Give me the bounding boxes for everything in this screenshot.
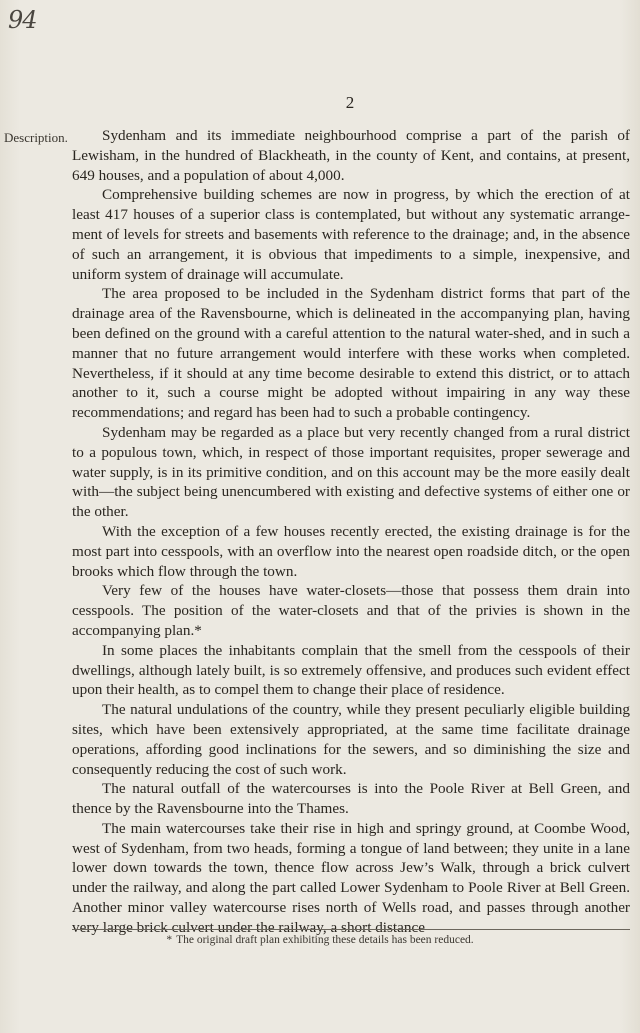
paragraph: In some places the inhabitants complain that the smell from the cesspools of their dwellings, although lately built, is so extremely offensive, and produces such evident effect upon their health, as to compel them to change their place of residence. <box>72 641 630 699</box>
paragraph: Comprehensive building schemes are now in progress, by which the erection of at least 417 houses of a superior class is contemplated, but without any systematic arrangement of levels for streets and basements with reference to the drainage; and, in the absence of such an arrangement, it is obvious that impediments to a simple, inexpensive, and uniform system of drainage will accumulate. <box>72 186 630 283</box>
paragraph: The natural outfall of the watercourses is into the Poole River at Bell Green, and thence by the Ravensbourne into the Thames. <box>72 780 630 818</box>
paragraph: The natural undulations of the country, while they present peculiarly eligible building sites, which have been extensively appropriated, at the same time facilitate drainage operations, affording good inclinations for the sewers, and so diminishing the size and consequently reducing the cost of such work. <box>72 701 630 778</box>
paragraph: With the exception of a few houses recently erected, the existing drainage is for the most part into cesspools, with an overflow into the nearest open roadside ditch, or the open brooks which flow through the town. <box>72 522 630 580</box>
margin-note: Description. <box>4 130 68 145</box>
handwritten-folio-number: 94 <box>8 6 37 34</box>
paragraph: Sydenham and its immediate neighbourhood comprise a part of the parish of Lewisham, in the hundred of Blackheath, in the county of Kent, and contains, at present, 649 houses, and a population of about 4,000. <box>72 127 630 184</box>
paragraph: Very few of the houses have water-closets—those that possess them drain into cesspools. The position of the water-closets and that of the privies is shown in the accompanying plan.* <box>72 582 630 639</box>
body-text <box>72 126 630 938</box>
paragraph: The area proposed to be included in the Sydenham district forms that part of the drainage area of the Ravensbourne, which is delineated in the accompanying plan, having been defined on the ground with a careful attention to the natural water-shed, and in such a manner that no future arrangement would interfere with these works when completed. Nevertheless, if it should at any time become desirable to extend this district, or to attach another to it, such a course might be adopted without impairing in any way these recommendations; and regard has been had to such a probable contingency. <box>72 285 630 422</box>
paragraph: The main watercourses take their rise in high and springy ground, at Coombe Wood, west of Sydenham, from two heads, forming a tongue of land between; they unite in a lane lower down towards the town, thence flow across Jew’s Walk, through a brick culvert under the railway, and along the part called Lower Sydenham to Poole River at Bell Green. Another minor valley watercourse rises north of Wells road, and passes through another very large brick culvert under the railway, a short distance <box>72 819 630 936</box>
footnote <box>0 934 640 946</box>
paragraph: Sydenham may be regarded as a place but very recently changed from a rural district to a populous town, which, in respect of those important requisites, proper sewerage and water supply, is in its primitive condition, and on this account may be the more easily dealt with—the subject being unencumbered with existing and defective systems of either one or the other. <box>72 423 630 521</box>
footnote-divider <box>72 929 630 930</box>
footnote-mark: * <box>166 934 173 946</box>
footnote-text: The original draft plan exhibiting these details has been reduced. <box>176 934 474 946</box>
page-number: 2 <box>345 93 355 112</box>
